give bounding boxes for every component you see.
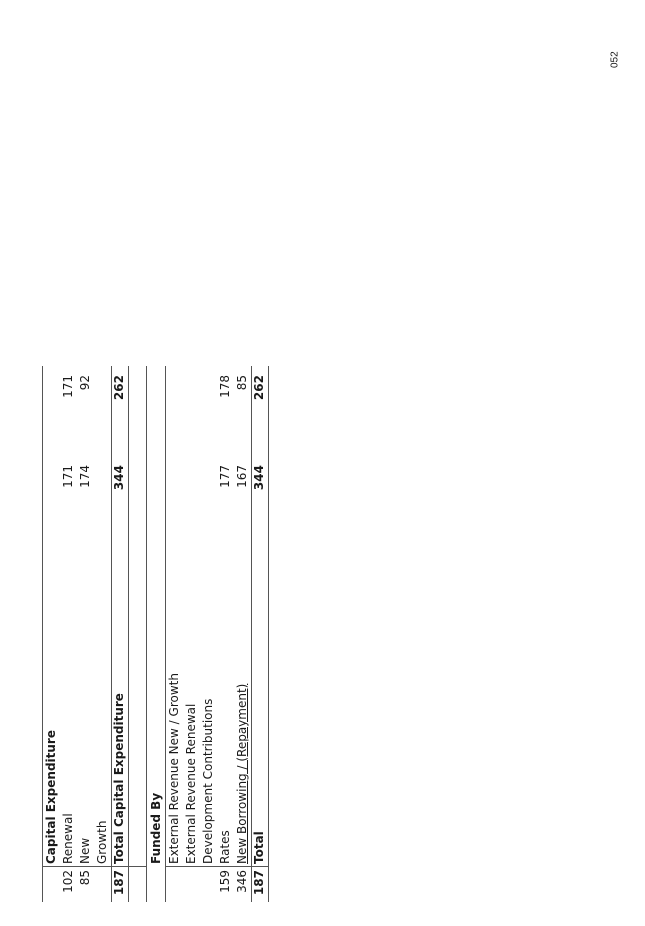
table-row: 346 New Borrowing / (Repayment) 167 85 [235, 375, 249, 893]
funded-header: Funded By [149, 792, 163, 864]
table-row: External Revenue New / Growth [167, 673, 181, 864]
capital-total-row: 187 Total Capital Expenditure 344 262 [112, 375, 126, 896]
table-row: 159 Rates 177 178 [218, 375, 232, 893]
funded-total-bottom-rule [268, 366, 269, 902]
funded-header-row [148, 366, 165, 902]
funded-top-rule [146, 366, 147, 902]
table-row: 102 Renewal 171 171 [61, 375, 75, 893]
table-row: Growth [95, 820, 109, 864]
funded-total-row: 187 Total 344 262 [252, 375, 266, 896]
table-row: Development Contributions [201, 698, 215, 864]
table-row: External Revenue Renewal [184, 703, 198, 864]
capital-total-bottom-rule [128, 366, 129, 902]
capital-expenditure-table [42, 366, 270, 902]
capital-header: Capital Expenditure [44, 730, 58, 864]
table-row: 85 New 174 92 [78, 375, 92, 886]
page-number: 052 [609, 51, 621, 69]
capital-header-row [43, 366, 60, 902]
